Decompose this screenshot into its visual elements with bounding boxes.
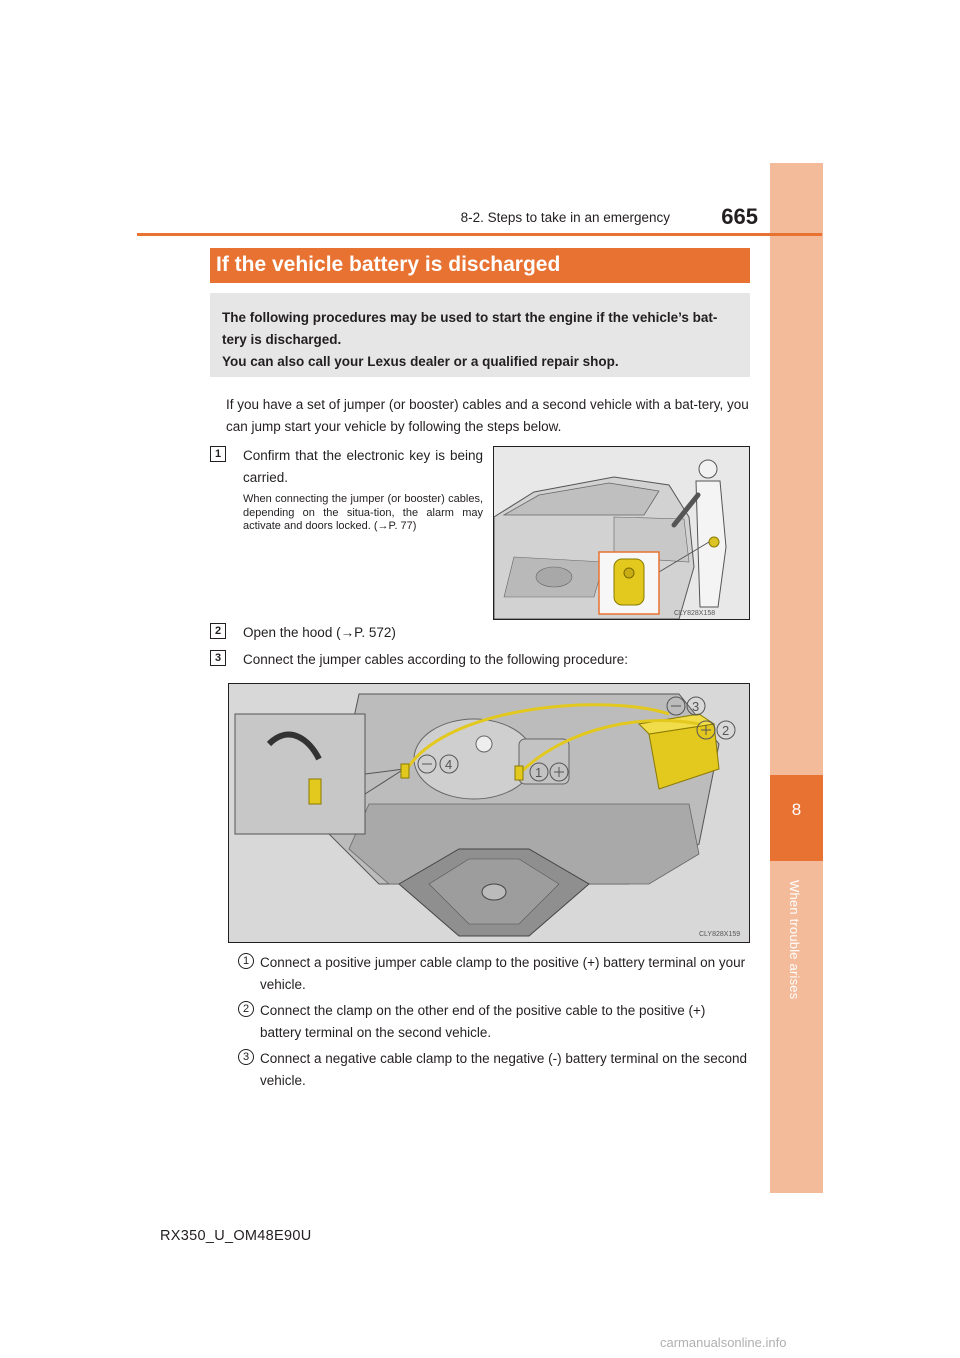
step-number-3: 3 [210, 650, 226, 666]
jumper-cable-illustration [228, 683, 750, 943]
substep-number-3: 3 [238, 1049, 254, 1065]
chapter-title-text: When trouble arises [787, 880, 802, 1000]
step-3-text: Connect the jumper cables according to the following procedure: [243, 652, 628, 667]
intro-line-1: The following procedures may be used to start the engine if the vehicle’s bat- [222, 310, 718, 325]
substep-2-text: Connect the clamp on the other end of the positive cable to the positive (+) battery terminal on the second vehicle. [260, 1003, 706, 1040]
figure-2-code: CLY828X159 [699, 931, 741, 938]
substep-3-text: Connect a negative cable clamp to the negative (-) battery terminal on the second vehicle. [260, 1051, 748, 1088]
label-4-text: 4 [445, 757, 453, 772]
header-rule [137, 233, 822, 236]
electronic-key-illustration [493, 446, 750, 620]
manual-code: RX350_U_OM48E90U [160, 1228, 312, 1244]
label-3-text: 3 [692, 699, 700, 714]
intro-line-3: You can also call your Lexus dealer or a qualified repair shop. [222, 354, 619, 369]
intro-line-2: tery is discharged. [222, 332, 342, 347]
label-2-text: 2 [722, 723, 730, 738]
chapter-number: 8 [791, 800, 802, 819]
intro-paragraph: If you have a set of jumper (or booster) cables and a second vehicle with a bat-tery, you can jump start your vehicle by following the steps below. [226, 397, 749, 434]
page-title: If the vehicle battery is discharged [216, 253, 561, 276]
watermark: carmanualsonline.info [660, 1335, 787, 1350]
step-1-text: Confirm that the electronic key is being carried. [243, 448, 483, 485]
chapter-side-tab [770, 163, 823, 1193]
chapter-title [783, 880, 809, 1000]
intro-text [222, 307, 747, 373]
figure-1-code: CLY828X158 [674, 610, 716, 617]
substep-1-text: Connect a positive jumper cable clamp to the positive (+) battery terminal on your vehicle. [260, 955, 746, 992]
section-header: 8-2. Steps to take in an emergency [460, 210, 670, 225]
step-number-1: 1 [210, 446, 226, 462]
page-number: 665 [721, 204, 758, 229]
step-1-note: When connecting the jumper (or booster) cables, depending on the situa-tion, the alarm may activate and doors locked. (→P. 77) [243, 493, 483, 532]
substep-number-2: 2 [238, 1001, 254, 1017]
car-and-person-drawing [494, 447, 749, 619]
step-number-2: 2 [210, 623, 226, 639]
engine-bay-drawing [229, 684, 749, 942]
label-1-text: 1 [535, 765, 543, 780]
substep-number-1: 1 [238, 953, 254, 969]
step-2-text: Open the hood (→P. 572) [243, 625, 396, 640]
